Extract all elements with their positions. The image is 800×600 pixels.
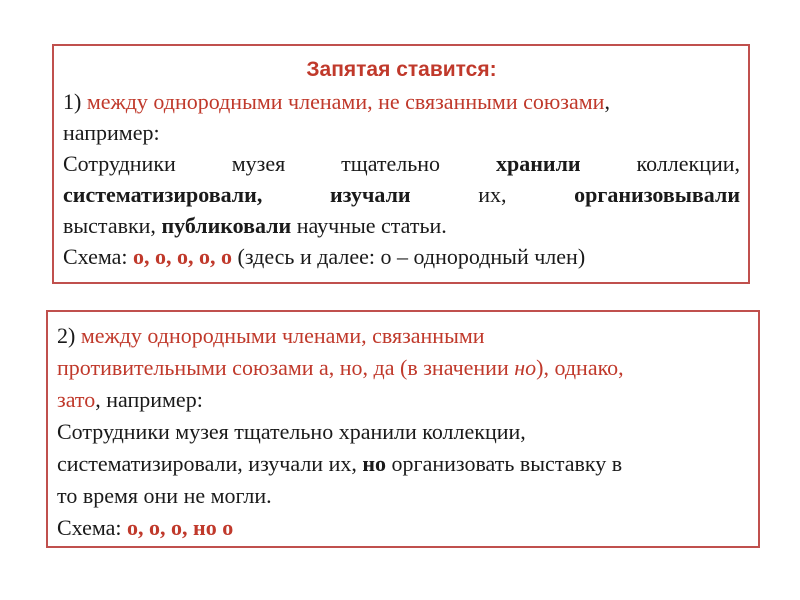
scheme-label: Схема: — [63, 244, 128, 269]
rule-2-scheme — [57, 512, 748, 544]
rule-1-example-line-1: Сотрудники музея тщательно хранили коллекции, — [63, 151, 741, 176]
rule-2-description-line-3: зато, например: — [57, 387, 203, 412]
bold-conjunction: но — [362, 451, 387, 476]
rule-2-example-line-3: то время они не могли. — [57, 483, 272, 508]
rule-2-description-line-1: 2) между однородными членами, связанными — [57, 323, 485, 348]
bold-verb: хранили — [495, 151, 581, 176]
rule-2-number: 2) — [57, 323, 76, 348]
bold-verb: публиковали — [161, 213, 292, 238]
scheme-value: о, о, о, о, о — [133, 244, 233, 269]
rule-1-text: между однородными членами, не связанными союзами — [86, 89, 605, 114]
rule-1-example-line-3: выставки, публиковали научные статьи. — [63, 213, 447, 238]
rule-1-example-line-2: систематизировали, изучали их, организовывали — [63, 182, 741, 207]
scheme-value: о, о, о, но о — [127, 515, 234, 540]
rule-2-example-line-1: Сотрудники музея тщательно хранили коллекции, — [57, 419, 526, 444]
rule-2-description-line-2: противительными союзами а, но, да (в значении но), однако, — [57, 355, 624, 380]
rule-2-example-line-2: систематизировали, изучали их, но организовать выставку в — [57, 451, 623, 476]
rule-1-number: 1) — [63, 89, 82, 114]
rule-1-description: 1) между однородными членами, не связанными союзами, — [63, 89, 610, 114]
bold-verb: организовывали — [574, 182, 741, 207]
bold-verb: изучали — [329, 182, 411, 207]
scheme-note: (здесь и далее: о – однородный член) — [237, 244, 586, 269]
rule-1-example-label: например: — [63, 120, 160, 145]
rule-1-scheme — [63, 241, 740, 272]
rule-title: Запятая ставится: — [306, 58, 497, 81]
rule-1-box — [52, 44, 750, 284]
rule-2-box — [46, 310, 760, 548]
bold-verb: систематизировали, — [63, 182, 263, 207]
scheme-label: Схема: — [57, 515, 122, 540]
